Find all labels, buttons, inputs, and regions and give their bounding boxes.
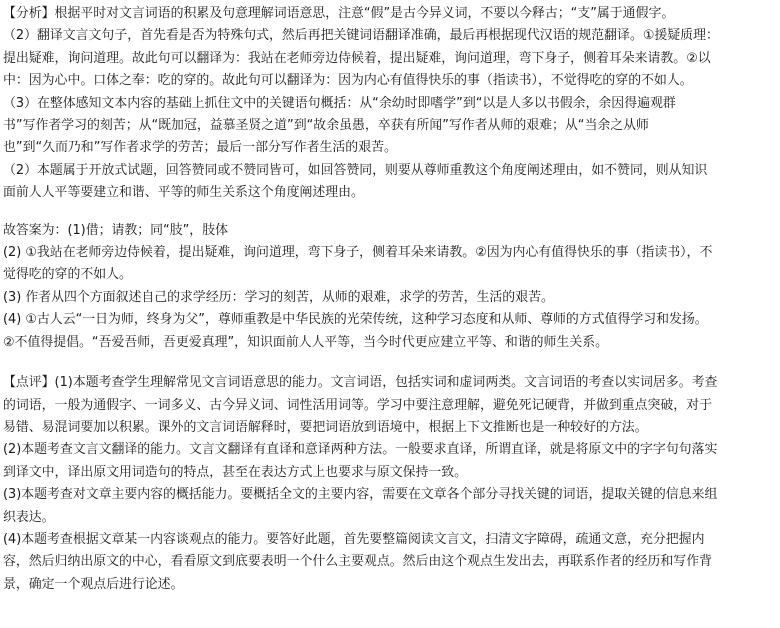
analysis-line: 书”写作者学习的刻苦；从“既加冠，益慕圣贤之道”到“故余虽愚，卒获有所闻”写作者从师的艰难；从“当余之从师 xyxy=(3,118,649,134)
analysis-line: （2）翻译文言文句子，首先看是否为特殊句式，然后再把关键词语翻译准确，最后再根据现代汉语的规范翻译。①援疑质理： xyxy=(3,28,719,44)
comment-line: 景，确定一个观点后进行论述。 xyxy=(3,576,184,592)
comment-line: 织表达。 xyxy=(3,509,55,525)
comment-line: 到译文中，译出原文用词造句的特点，甚至在表达方式上也要求与原文保持一致。 xyxy=(3,464,468,480)
answer-line: (4) ①古人云“一日为师，终身为父”，尊师重教是中华民族的光荣传统，这种学习态度和从师、尊师的方式值得学习和发扬。 xyxy=(3,312,708,328)
answer-line: 觉得吃的穿的不如人。 xyxy=(3,267,132,283)
analysis-line: 中：因为心中。口体之奉：吃的穿的。故此句可以翻译为：因为内心有值得快乐的事（指读书），不觉得吃的穿的不如人。 xyxy=(3,73,693,89)
analysis-line: （2）本题属于开放式试题，回答赞同或不赞同皆可，如回答赞同，则要从尊师重教这个角度阐述理由，如不赞同，则从知识 xyxy=(3,162,708,178)
comment-line: 容，然后归纳出原文的中心，看看原文到底要表明一个什么主要观点。然后由这个观点生发出去，再联系作者的经历和写作背 xyxy=(3,554,712,570)
comment-line: 【点评】(1)本题考查学生理解常见文言词语意思的能力。文言词语，包括实词和虚词两类。文言词语的考查以实词居多。考查 xyxy=(3,375,718,391)
comment-line: (4)本题考查根据文章某一内容谈观点的能力。要答好此题，首先要整篇阅读文言文，扫清文字障碍，疏通文意，充分把握内 xyxy=(3,531,705,547)
analysis-line: 也”到“久而乃和”写作者求学的劳苦；最后一部分写作者生活的艰苦。 xyxy=(3,140,397,156)
analysis-line: 提出疑难，询问道理。故此句可以翻译为：我站在老师旁边侍候着，提出疑难，询问道理，弯下身子，侧着耳朵来请教。②以 xyxy=(3,50,711,66)
answer-line: (2) ①我站在老师旁边侍候着，提出疑难，询问道理，弯下身子，侧着耳朵来请教。②因为内心有值得快乐的事（指读书），不 xyxy=(3,245,713,261)
analysis-line: （3）在整体感知文本内容的基础上抓住文中的关键语句概括：从“余幼时即嗜学”到“以是人多以书假余，余因得遍观群 xyxy=(3,95,676,111)
comment-line: (2)本题考查文言文翻译的能力。文言文翻译有直译和意译两种方法。一般要求直译，所谓直译，就是将原文中的字字句句落实 xyxy=(3,442,718,458)
comment-line: 的词语，一般为通假字、一词多义、古今异义词、词性活用词等。学习中要注意理解，避免死记硬背，并做到重点突破，对于 xyxy=(3,397,712,413)
answer-line: 故答案为：(1)借；请教；同“肢”，肢体 xyxy=(3,222,228,238)
answer-section xyxy=(0,220,780,354)
comment-section xyxy=(0,372,780,596)
comment-line: (3)本题考查对文章主要内容的概括能力。要概括全文的主要内容，需要在文章各个部分寻找关键的词语，提取关键的信息来组 xyxy=(3,487,718,503)
answer-line: (3) 作者从四个方面叙述自己的求学经历：学习的刻苦，从师的艰难，求学的劳苦，生活的艰苦。 xyxy=(3,289,554,305)
analysis-line: 【分析】根据平时对文言词语的积累及句意理解词语意思，注意“假”是古今异义词，不要以今释古；“支”属于通假字。 xyxy=(3,6,675,21)
comment-line: 易错、易混词要加以积累。课外的文言词语解释时，要把词语放到语境中，根据上下文推断也是一种较好的方法。 xyxy=(3,419,648,435)
answer-line: ②不值得提倡。“吾爱吾师，吾更爱真理”，知识面前人人平等，当今时代更应建立平等、和谐的师生关系。 xyxy=(3,334,608,350)
analysis-section xyxy=(0,3,780,205)
analysis-line: 面前人人平等要建立和谐、平等的师生关系这个角度阐述理由。 xyxy=(3,185,364,201)
